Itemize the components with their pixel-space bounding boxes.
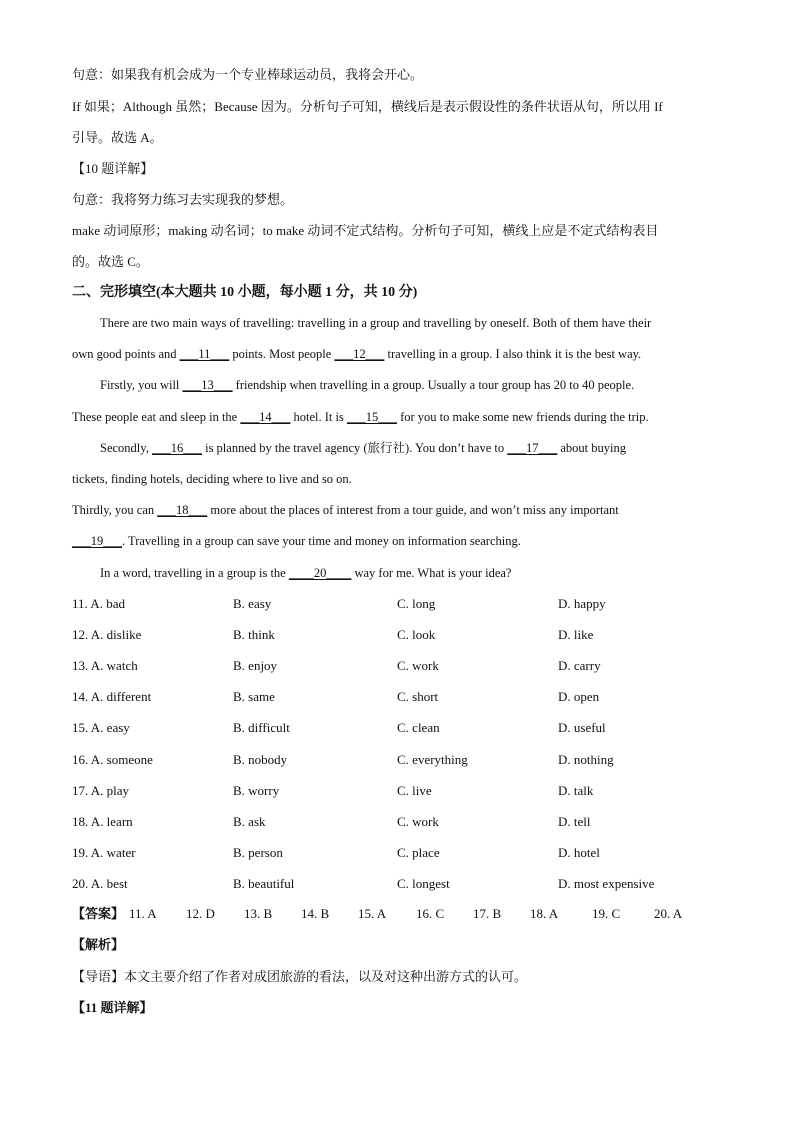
option-row (72, 844, 732, 862)
passage-text: points. Most people (229, 347, 335, 361)
blank-18: ___18___ (157, 503, 208, 517)
option-c: C. everything (397, 751, 468, 767)
blank-19: ___19___ (72, 534, 122, 548)
option-a: 16. A. someone (72, 751, 153, 767)
passage-text: for you to make some new friends during the trip. (396, 410, 649, 424)
option-a: 15. A. easy (72, 720, 130, 736)
option-b: B. easy (233, 596, 272, 611)
option-d: D. talk (558, 782, 594, 798)
option-row (72, 688, 732, 706)
blank-11: ___11___ (179, 347, 230, 361)
blank-13: ___13___ (182, 378, 233, 392)
option-b: B. same (233, 689, 275, 705)
option-a: 12. A. dislike (72, 627, 142, 643)
answer-item: 18. A (530, 906, 559, 921)
q9-meaning: 句意：如果我有机会成为一个专业棒球运动员，我将会开心。 (72, 67, 424, 82)
answer-item: 19. C (592, 906, 621, 921)
option-a: 14. A. different (72, 689, 152, 705)
q10-explanation: make 动词原形；making 动名词；to make 动词不定式结构。分析句子可知，横线上应是不定式结构表目 (72, 223, 659, 238)
answer-label: 【答案】 (72, 906, 125, 921)
passage-text: Secondly, (100, 441, 152, 455)
passage-p2-line2 (72, 408, 649, 426)
option-c: C. live (397, 782, 432, 798)
option-b: B. person (233, 844, 283, 860)
option-b: B. nobody (233, 751, 288, 767)
blank-16: ___16___ (151, 441, 202, 455)
q10-meaning: 句意：我将努力练习去实现我的梦想。 (72, 192, 294, 207)
answer-item: 14. B (301, 906, 330, 921)
option-b: B. enjoy (233, 658, 278, 674)
option-c: C. long (397, 596, 436, 611)
analysis-label: 【解析】 (72, 937, 125, 952)
blank-14: ___14___ (240, 410, 291, 424)
q9-conclusion: 引导。故选 A。 (72, 130, 163, 145)
q10-heading: 【10 题详解】 (72, 161, 154, 176)
passage-text: Thirdly, you can (72, 503, 158, 517)
option-a: 20. A. best (72, 875, 128, 891)
option-row (72, 782, 732, 800)
option-d: D. hotel (558, 844, 600, 860)
option-c: C. look (397, 627, 436, 643)
option-c: C. clean (397, 720, 440, 736)
guide-text: 【导语】本文主要介绍了作者对成团旅游的看法，以及对这种出游方式的认可。 (72, 969, 528, 984)
option-d: D. like (558, 627, 594, 643)
blank-15: ___15___ (346, 410, 397, 424)
option-row (72, 813, 732, 831)
option-b: B. ask (233, 813, 266, 829)
option-b: B. difficult (233, 720, 290, 736)
answer-item: 16. C (416, 906, 445, 921)
passage-p3-line1 (100, 439, 626, 457)
passage-text: own good points and (72, 347, 180, 361)
option-d: D. tell (558, 813, 591, 829)
option-a: 18. A. learn (72, 813, 133, 829)
passage-p2-line1 (100, 376, 634, 394)
answer-item: 11. A (129, 906, 157, 921)
q10-conclusion: 的。故选 C。 (72, 254, 149, 269)
blank-20: ____20____ (288, 566, 352, 580)
option-row (72, 626, 732, 644)
option-a: 11. A. bad (72, 596, 125, 611)
passage-p5-line1 (100, 564, 511, 582)
passage-text: hotel. It is (290, 410, 347, 424)
option-d: D. most expensive (558, 875, 655, 891)
option-b: B. worry (233, 782, 280, 798)
passage-text: In a word, travelling in a group is the (100, 566, 289, 580)
passage-p3-line2: tickets, finding hotels, deciding where to live and so on. (72, 472, 352, 486)
passage-text: travelling in a group. I also think it is the best way. (384, 347, 642, 361)
section-title: 二、完形填空(本大题共 10 小题，每小题 1 分，共 10 分) (72, 285, 418, 300)
q11-heading: 【11 题详解】 (72, 1000, 153, 1015)
answer-item: 12. D (186, 906, 215, 921)
option-a: 19. A. water (72, 844, 136, 860)
answer-item: 13. B (244, 906, 273, 921)
passage-p1-line2 (72, 345, 641, 363)
option-d: D. open (558, 689, 600, 705)
option-b: B. think (233, 627, 275, 643)
passage-text: friendship when travelling in a group. Usually a tour group has 20 to 40 people. (232, 378, 635, 392)
passage-text: These people eat and sleep in the (72, 410, 241, 424)
option-d: D. happy (558, 596, 606, 611)
option-row (72, 875, 732, 893)
option-c: C. work (397, 658, 439, 674)
passage-text: Firstly, you will (100, 378, 183, 392)
passage-p1-line1: There are two main ways of travelling: travelling in a group and travelling by oneself. Both of them have their (100, 316, 652, 330)
option-row (72, 657, 732, 675)
option-c: C. work (397, 813, 439, 829)
option-b: B. beautiful (233, 875, 295, 891)
blank-12: ___12___ (334, 347, 385, 361)
option-row (72, 751, 732, 769)
option-d: D. nothing (558, 751, 614, 767)
passage-text: about buying (557, 441, 626, 455)
option-d: D. useful (558, 720, 606, 736)
option-a: 17. A. play (72, 782, 130, 798)
option-a: 13. A. watch (72, 658, 138, 674)
q9-explanation: If 如果；Although 虽然；Because 因为。分析句子可知，横线后是表示假设性的条件状语从句，所以用 If (72, 99, 663, 114)
option-row (72, 595, 732, 613)
answer-item: 17. B (473, 906, 502, 921)
blank-17: ___17___ (507, 441, 558, 455)
option-d: D. carry (558, 658, 601, 674)
answer-item: 20. A (654, 906, 683, 921)
passage-text: . Travelling in a group can save your time and money on information searching. (122, 534, 521, 548)
passage-p4-line1 (72, 501, 619, 519)
option-c: C. place (397, 844, 440, 860)
answer-item: 15. A (358, 906, 387, 921)
option-row (72, 719, 732, 737)
passage-text: way for me. What is your idea? (351, 566, 512, 580)
passage-text: more about the places of interest from a tour guide, and won’t miss any important (207, 503, 619, 517)
option-c: C. longest (397, 875, 450, 891)
option-c: C. short (397, 689, 439, 705)
passage-p4-line2 (72, 532, 521, 550)
passage-text: is planned by the travel agency (旅行社). You don’t have to (201, 441, 508, 455)
